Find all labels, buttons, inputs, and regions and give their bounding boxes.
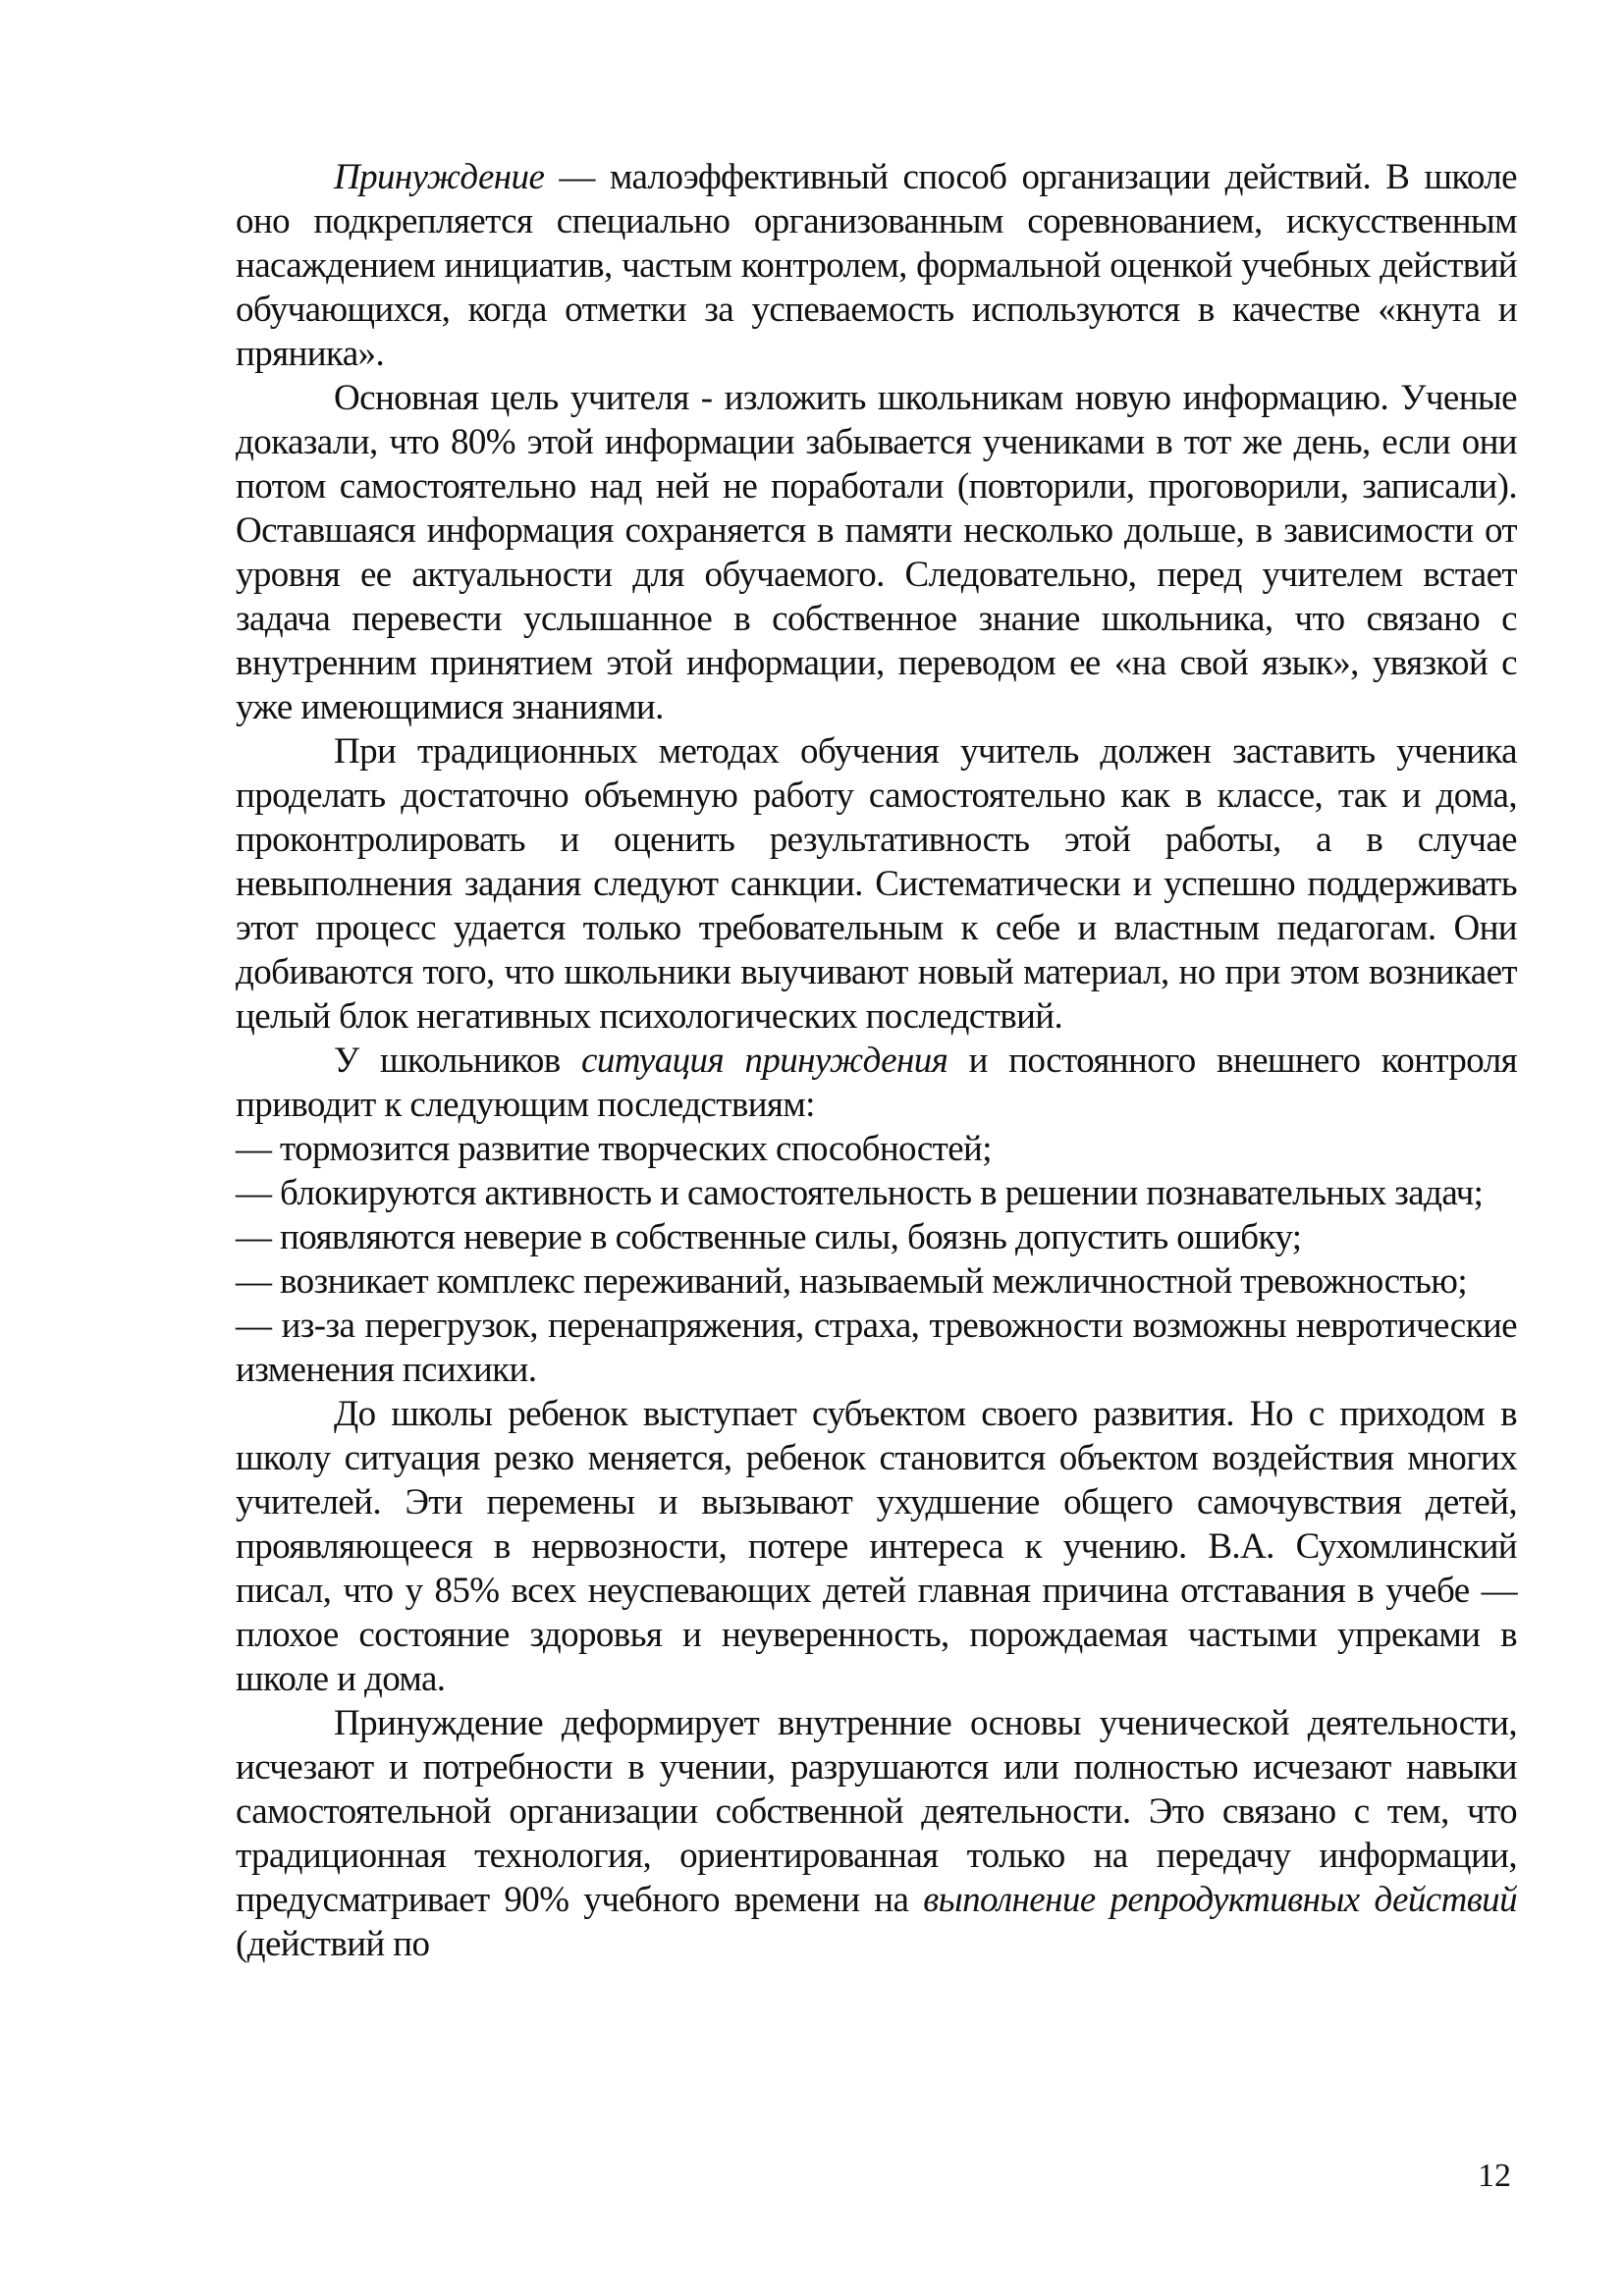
italic-term: ситуация принуждения <box>581 1041 948 1081</box>
paragraph-text: (действий по <box>236 1924 430 1964</box>
paragraph-text: и постоянного внешнего контроля приводит к следующим последствиям: <box>236 1041 1518 1125</box>
list-item-text: — тормозится развитие творческих способностей; <box>236 1129 992 1169</box>
list-item-text: — из-за перегрузок, перенапряжения, страха, тревожности возможны невротические изменения психики. <box>236 1306 1517 1390</box>
paragraph-text: У школьников <box>334 1041 581 1081</box>
paragraph-consequences-intro <box>236 1039 1517 1127</box>
paragraph-coercion-definition <box>236 155 1517 376</box>
document-page <box>236 155 1517 1966</box>
list-item-text: — возникает комплекс переживаний, называемый межличностной тревожностью; <box>236 1261 1468 1302</box>
italic-term: выполнение репродуктивных действий <box>923 1880 1517 1920</box>
italic-term: Принуждение <box>334 157 545 197</box>
paragraph-text: Принуждение деформирует внутренние основы ученической деятельности, исчезают и потребности в учении, разрушаются или полностью исчезают навыки самостоятельной организации собственной деятельности. Это связано с тем, что традиционная технология, ориентированная только на передачу информации, предусматривает 90% учебного времени на <box>236 1703 1517 1920</box>
list-item-text: — блокируются активность и самостоятельность в решении познавательных задач; <box>236 1173 1484 1213</box>
list-item-text: — появляются неверие в собственные силы, боязнь допустить ошибку; <box>236 1217 1302 1257</box>
page-number: 12 <box>1478 2158 1511 2194</box>
list-item <box>236 1215 1517 1259</box>
list-item <box>236 1304 1517 1392</box>
paragraph-teacher-goal <box>236 376 1517 729</box>
list-item <box>236 1127 1517 1171</box>
paragraph-text: До школы ребенок выступает субъектом своего развития. Но с приходом в школу ситуация резко меняется, ребенок становится объектом воздействия многих учителей. Эти перемены и вызывают ухудшение общего самочувствия детей, проявляющееся в нервозности, потере интереса к учению. В.А. Сухомлинский писал, что у 85% всех неуспевающих детей главная причина отставания в учебе — плохое состояние здоровья и неуверенность, порождаемая частыми упреками в школе и дома. <box>236 1394 1517 1699</box>
paragraph-text: — малоэффективный способ организации действий. В школе оно подкрепляется специально организованным соревнованием, искусственным насаждением инициатив, частым контролем, формальной оценкой учебных действий обучающихся, когда отметки за успеваемость используются в качестве «кнута и пряника». <box>236 157 1517 374</box>
paragraph-before-school <box>236 1392 1517 1701</box>
paragraph-text: При традиционных методах обучения учитель должен заставить ученика проделать достаточно объемную работу самостоятельно как в классе, так и дома, проконтролировать и оценить результативность этой работы, а в случае невыполнения задания следуют санкции. Систематически и успешно поддерживать этот процесс удается только требовательным к себе и властным педагогам. Они добиваются того, что школьники выучивают новый материал, но при этом возникает целый блок негативных психологических последствий. <box>236 731 1517 1037</box>
paragraph-coercion-deforms <box>236 1701 1517 1966</box>
list-item <box>236 1259 1517 1304</box>
list-item <box>236 1171 1517 1215</box>
paragraph-text: Основная цель учителя - изложить школьникам новую информацию. Ученые доказали, что 80% этой информации забывается учениками в тот же день, если они потом самостоятельно над ней не поработали (повторили, проговорили, записали). Оставшаяся информация сохраняется в памяти несколько дольше, в зависимости от уровня ее актуальности для обучаемого. Следовательно, перед учителем встает задача перевести услышанное в собственное знание школьника, что связано с внутренним принятием этой информации, переводом ее «на свой язык», увязкой с уже имеющимися знаниями. <box>236 378 1517 727</box>
paragraph-traditional-methods <box>236 729 1517 1039</box>
